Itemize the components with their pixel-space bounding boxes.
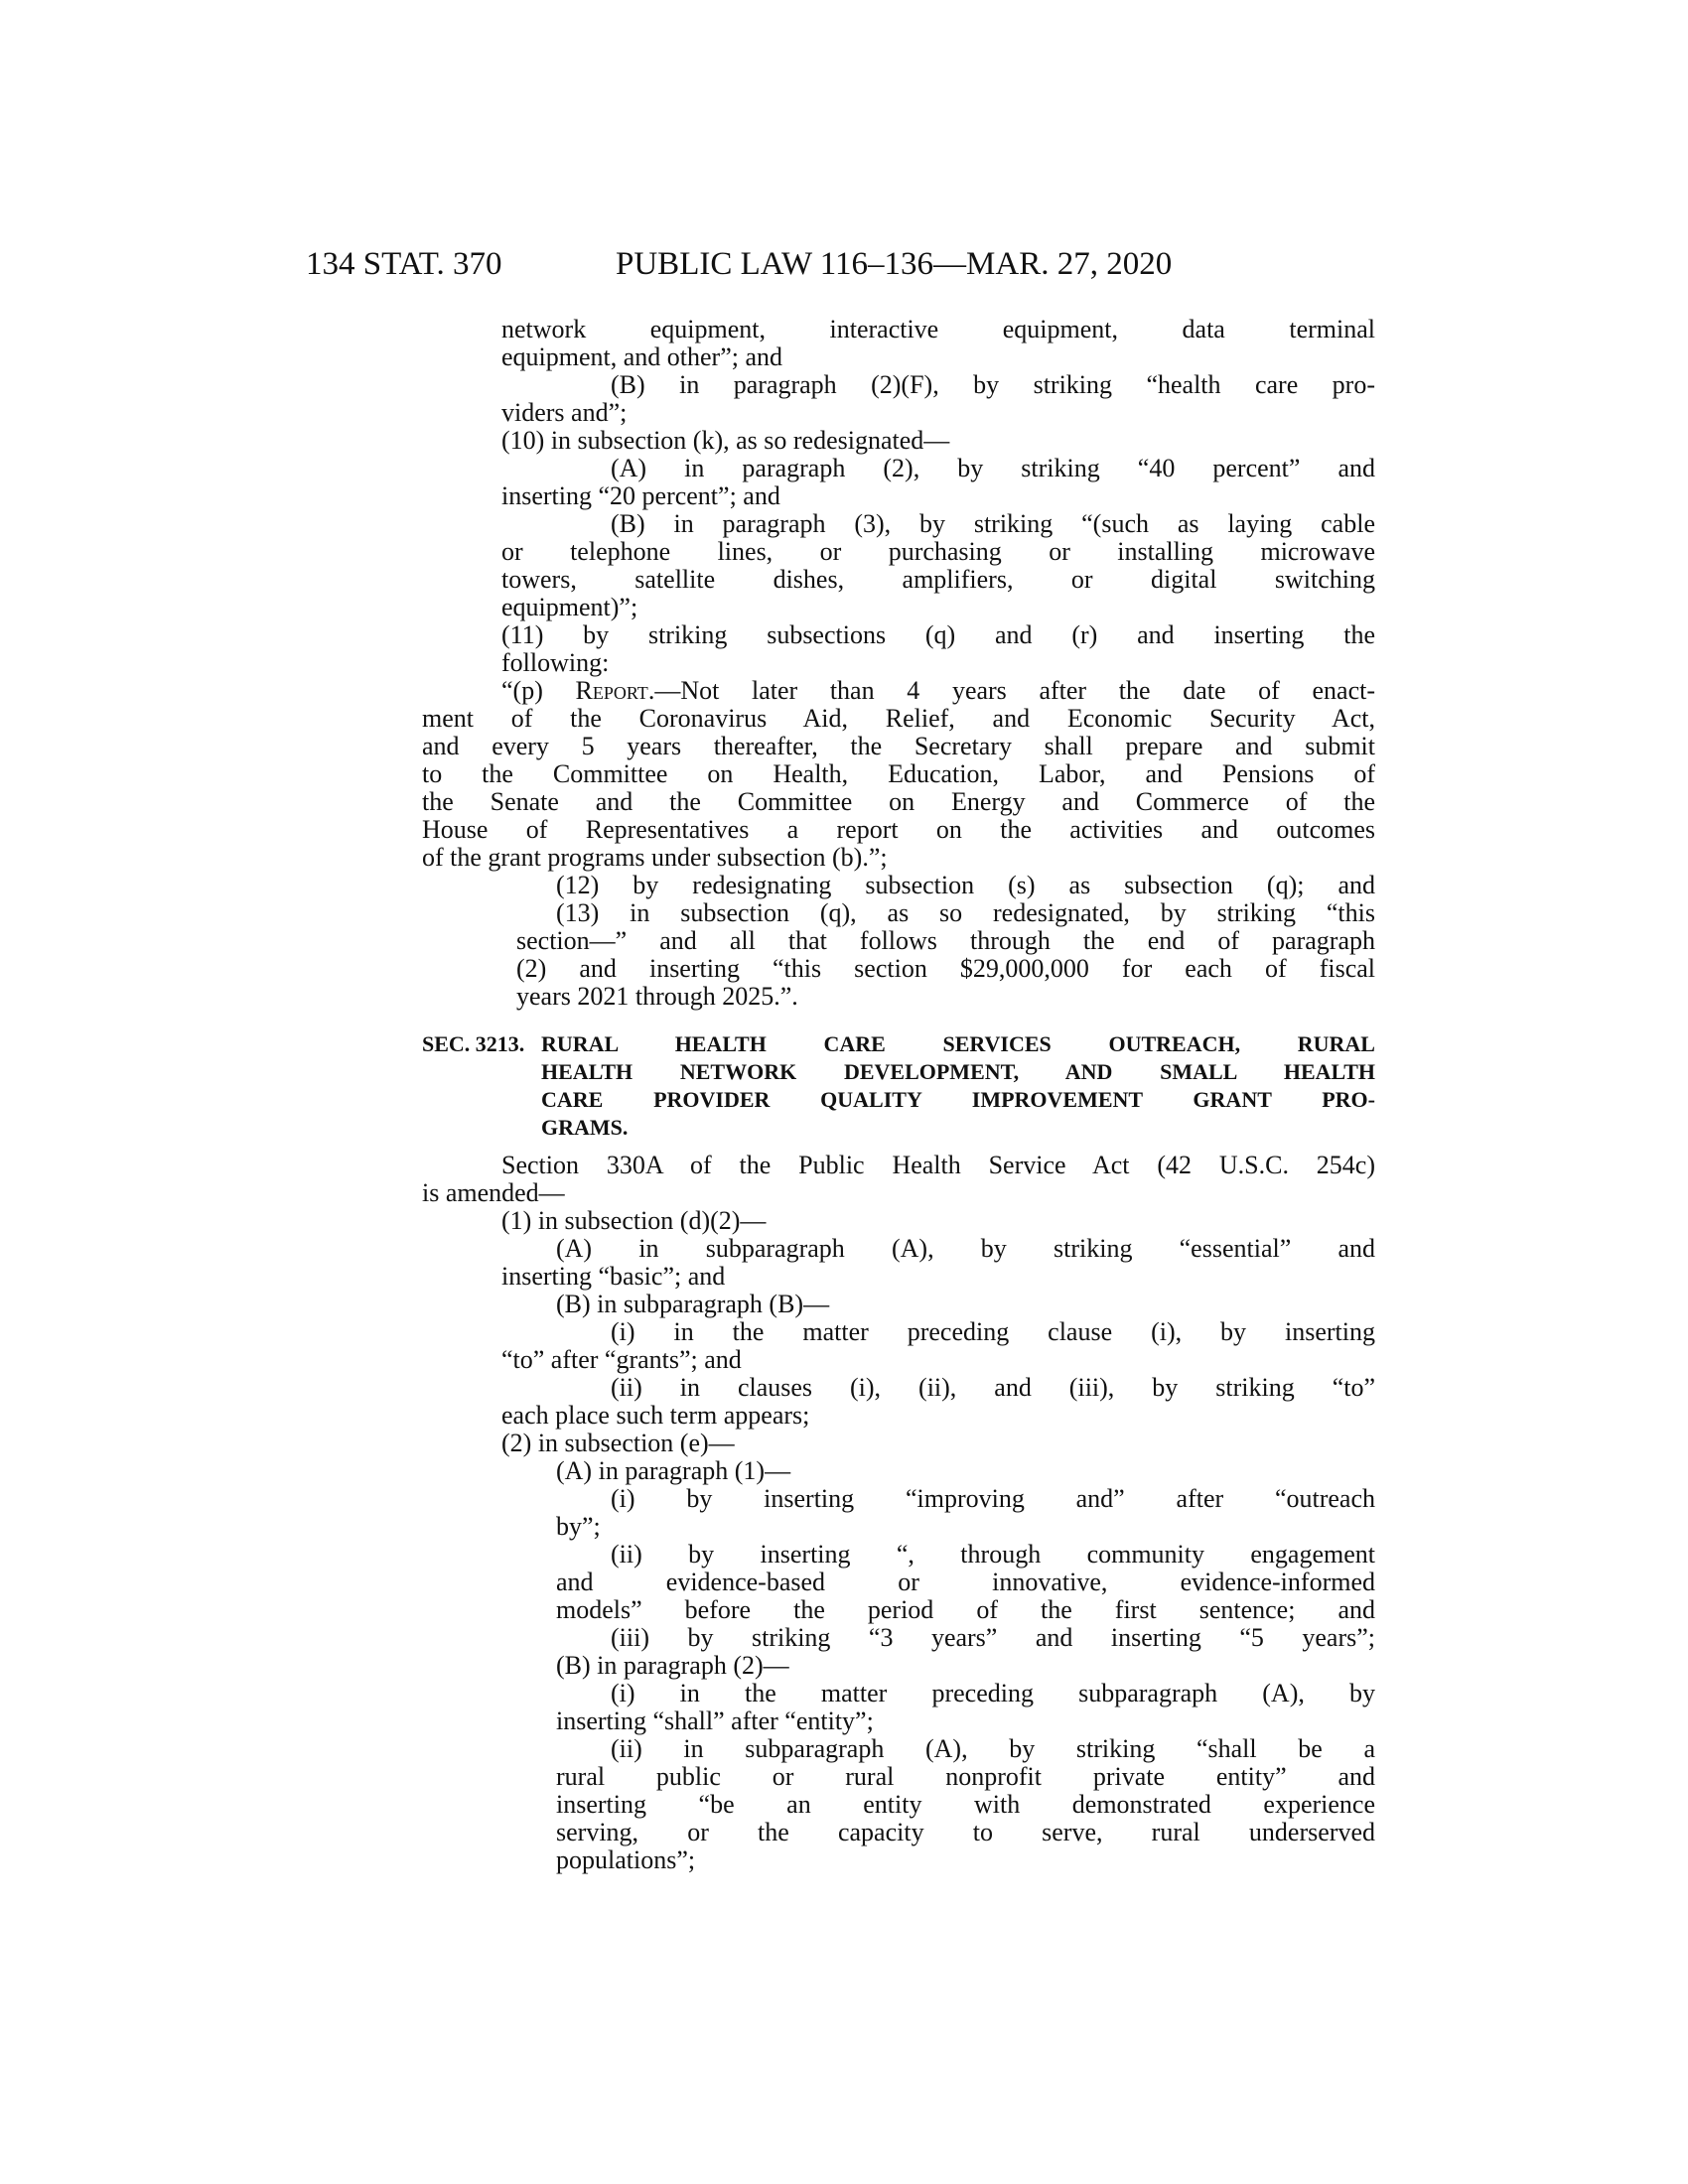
text-line: following: xyxy=(501,649,610,677)
section-title xyxy=(541,1030,1375,1142)
text-line: (A) in paragraph (2), by striking “40 percent” and xyxy=(611,455,1375,482)
section-title-line: RURAL HEALTH CARE SERVICES OUTREACH, RURAL xyxy=(541,1031,1375,1056)
text-line: populations”; xyxy=(556,1846,696,1874)
text-line: (B) in paragraph (3), by striking “(such as laying cable xyxy=(611,510,1375,538)
text-line: (i) in the matter preceding subparagraph (A), by xyxy=(611,1680,1375,1707)
text-line: and every 5 years thereafter, the Secretary shall prepare and submit xyxy=(422,733,1375,760)
text-line: (10) in subsection (k), as so redesignated— xyxy=(501,427,950,455)
text-line: (B) in paragraph (2)— xyxy=(556,1652,789,1680)
text-line: the Senate and the Committee on Energy and Commerce of the xyxy=(422,788,1375,816)
text-line: rural public or rural nonprofit private entity” and xyxy=(556,1763,1375,1791)
text-line: viders and”; xyxy=(501,399,628,427)
text-line: ment of the Coronavirus Aid, Relief, and Economic Security Act, xyxy=(422,705,1375,733)
text-line: or telephone lines, or purchasing or installing microwave xyxy=(501,538,1375,566)
text-line: “to” after “grants”; and xyxy=(501,1346,742,1374)
public-law-title: PUBLIC LAW 116–136—MAR. 27, 2020 xyxy=(616,246,1173,282)
text-line: (i) by inserting “improving and” after “outreach xyxy=(611,1485,1375,1513)
text-line: serving, or the capacity to serve, rural underserved xyxy=(556,1819,1375,1846)
text-line: by”; xyxy=(556,1513,601,1541)
report-heading: Report xyxy=(575,677,648,705)
text-line: towers, satellite dishes, amplifiers, or digital switching xyxy=(501,566,1375,594)
text-line: (ii) in clauses (i), (ii), and (iii), by striking “to” xyxy=(611,1374,1375,1402)
section-heading xyxy=(422,1030,1375,1142)
text-line: (i) in the matter preceding clause (i), by inserting xyxy=(611,1318,1375,1346)
text-line: (13) in subsection (q), as so redesignated, by striking “this xyxy=(556,899,1375,927)
statute-page-reference: 134 STAT. 370 xyxy=(306,246,502,282)
text-line: models” before the period of the first sentence; and xyxy=(556,1596,1375,1624)
amendment-items-12-13 xyxy=(516,872,1375,1011)
text-line: (2) in subsection (e)— xyxy=(501,1430,735,1457)
text-line: inserting “shall” after “entity”; xyxy=(556,1707,874,1735)
text-line: each place such term appears; xyxy=(501,1402,810,1430)
text-line: (A) in subparagraph (A), by striking “essential” and xyxy=(556,1235,1375,1263)
text-line: House of Representatives a report on the activities and outcomes xyxy=(422,816,1375,844)
section-title-line: CARE PROVIDER QUALITY IMPROVEMENT GRANT PRO- xyxy=(541,1087,1375,1112)
text-line: equipment, and other”; and xyxy=(501,343,783,371)
report-first-line xyxy=(422,677,1375,705)
report-lead: “(p) xyxy=(501,677,576,705)
text-line: (1) in subsection (d)(2)— xyxy=(501,1207,767,1235)
text-line: inserting “be an entity with demonstrated experience xyxy=(556,1791,1375,1819)
text-line: (A) in paragraph (1)— xyxy=(556,1457,791,1485)
text-line: (ii) in subparagraph (A), by striking “shall be a xyxy=(611,1735,1375,1763)
text-line: (12) by redesignating subsection (s) as subsection (q); and xyxy=(556,872,1375,899)
text-line: and evidence-based or innovative, evidence-informed xyxy=(556,1569,1375,1596)
report-first-line-rest: .—Not later than 4 years after the date of enact- xyxy=(647,677,1375,705)
section-title-line: GRAMS. xyxy=(541,1115,629,1140)
text-line: years 2021 through 2025.”. xyxy=(516,983,798,1011)
document-body xyxy=(422,316,1375,1874)
text-line: (2) and inserting “this section $29,000,000 for each of fiscal xyxy=(516,955,1375,983)
section-title-line: HEALTH NETWORK DEVELOPMENT, AND SMALL HEALTH xyxy=(541,1059,1375,1084)
text-line: (B) in paragraph (2)(F), by striking “health care pro- xyxy=(611,371,1375,399)
text-line: (B) in subparagraph (B)— xyxy=(556,1291,830,1318)
text-line: (iii) by striking “3 years” and inserting “5 years”; xyxy=(611,1624,1375,1652)
text-line: section—” and all that follows through the end of paragraph xyxy=(516,927,1375,955)
report-paragraph xyxy=(422,677,1375,872)
text-line: inserting “20 percent”; and xyxy=(501,482,780,510)
text-line: inserting “basic”; and xyxy=(501,1263,726,1291)
section-body-intro xyxy=(422,1152,1375,1207)
text-line: network equipment, interactive equipment, data terminal xyxy=(501,316,1375,343)
text-line: to the Committee on Health, Education, Labor, and Pensions of xyxy=(422,760,1375,788)
text-line: of the grant programs under subsection (b).”; xyxy=(422,844,888,872)
text-line: is amended— xyxy=(422,1179,565,1207)
text-line: Section 330A of the Public Health Service Act (42 U.S.C. 254c) xyxy=(501,1152,1375,1179)
text-line: (ii) by inserting “, through community engagement xyxy=(611,1541,1375,1569)
section-number: SEC. 3213. xyxy=(422,1031,525,1056)
text-line: (11) by striking subsections (q) and (r) and inserting the xyxy=(501,621,1375,649)
text-line: equipment)”; xyxy=(501,594,638,621)
page-header xyxy=(0,244,1688,284)
